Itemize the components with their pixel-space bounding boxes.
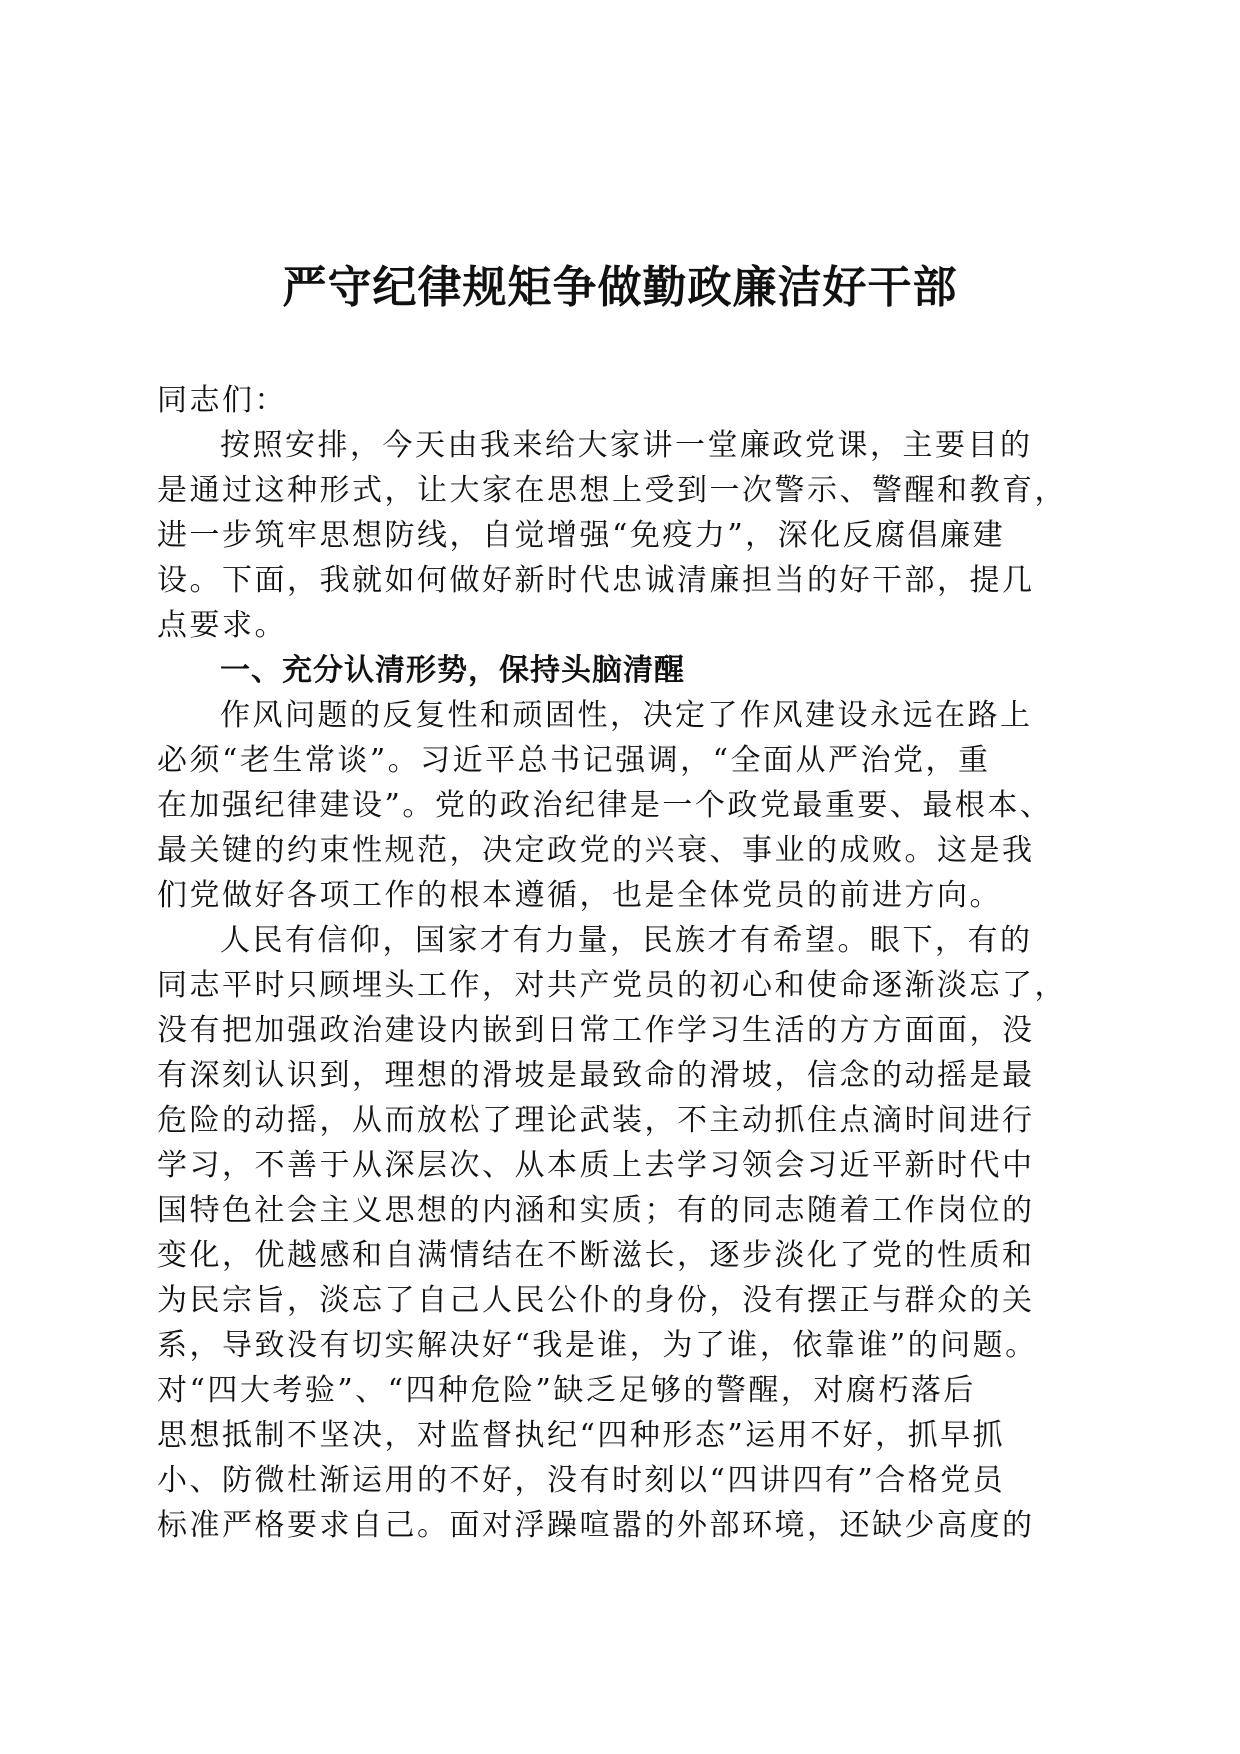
text-line: 按照安排，今天由我来给大家讲一堂廉政党课，主要目的: [220, 428, 1033, 463]
text-line: 们党做好各项工作的根本遵循，也是全体党员的前进方向。: [157, 878, 1002, 913]
text-line: 同志平时只顾埋头工作，对共产党员的初心和使命逐渐淡忘了，: [157, 968, 1067, 1003]
text-line: 小、防微杜渐运用的不好，没有时刻以“四讲四有”合格党员: [157, 1463, 1006, 1498]
text-line: 学习，不善于从深层次、从本质上去学习领会习近平新时代中: [157, 1148, 1035, 1183]
text-line: 是通过这种形式，让大家在思想上受到一次警示、警醒和教育，: [157, 473, 1067, 508]
text-line: 点要求。: [157, 608, 287, 643]
text-line: 最关键的约束性规范，决定政党的兴衰、事业的成败。这是我: [157, 833, 1035, 868]
text-line: 有深刻认识到，理想的滑坡是最致命的滑坡，信念的动摇是最: [157, 1058, 1035, 1093]
text-line: 没有把加强政治建设内嵌到日常工作学习生活的方方面面，没: [157, 1013, 1035, 1048]
text-line: 为民宗旨，淡忘了自己人民公仆的身份，没有摆正与群众的关: [157, 1283, 1035, 1318]
section-heading: 一、充分认清形势，保持头脑清醒: [220, 653, 685, 688]
salutation: 同志们：: [157, 383, 287, 418]
document-body: [157, 378, 1087, 1548]
text-line: 危险的动摇，从而放松了理论武装，不主动抓住点滴时间进行: [157, 1103, 1035, 1138]
text-line: 设。下面，我就如何做好新时代忠诚清廉担当的好干部，提几: [157, 563, 1035, 598]
document-title: 严守纪律规矩争做勤政廉洁好干部: [282, 262, 958, 313]
text-line: 思想抵制不坚决，对监督执纪“四种形态”运用不好，抓早抓: [157, 1418, 1006, 1453]
text-line: 必须“老生常谈”。习近平总书记强调，“全面从严治党，重: [157, 743, 991, 778]
text-line: 国特色社会主义思想的内涵和实质；有的同志随着工作岗位的: [157, 1193, 1035, 1228]
text-line: 标准严格要求自己。面对浮躁喧嚣的外部环境，还缺少高度的: [157, 1508, 1035, 1543]
text-line: 在加强纪律建设”。党的政治纪律是一个政党最重要、最根本、: [157, 788, 1053, 823]
text-line: 人民有信仰，国家才有力量，民族才有希望。眼下，有的: [220, 923, 1033, 958]
text-line: 对“四大考验”、“四种危险”缺乏足够的警醒，对腐朽落后: [157, 1373, 976, 1408]
text-line: 进一步筑牢思想防线，自觉增强“免疫力”，深化反腐倡廉建: [157, 518, 1006, 553]
text-line: 变化，优越感和自满情结在不断滋长，逐步淡化了党的性质和: [157, 1238, 1035, 1273]
text-line: 系，导致没有切实解决好“我是谁，为了谁，依靠谁”的问题。: [157, 1328, 1038, 1363]
text-line: 作风问题的反复性和顽固性，决定了作风建设永远在路上: [220, 698, 1033, 733]
